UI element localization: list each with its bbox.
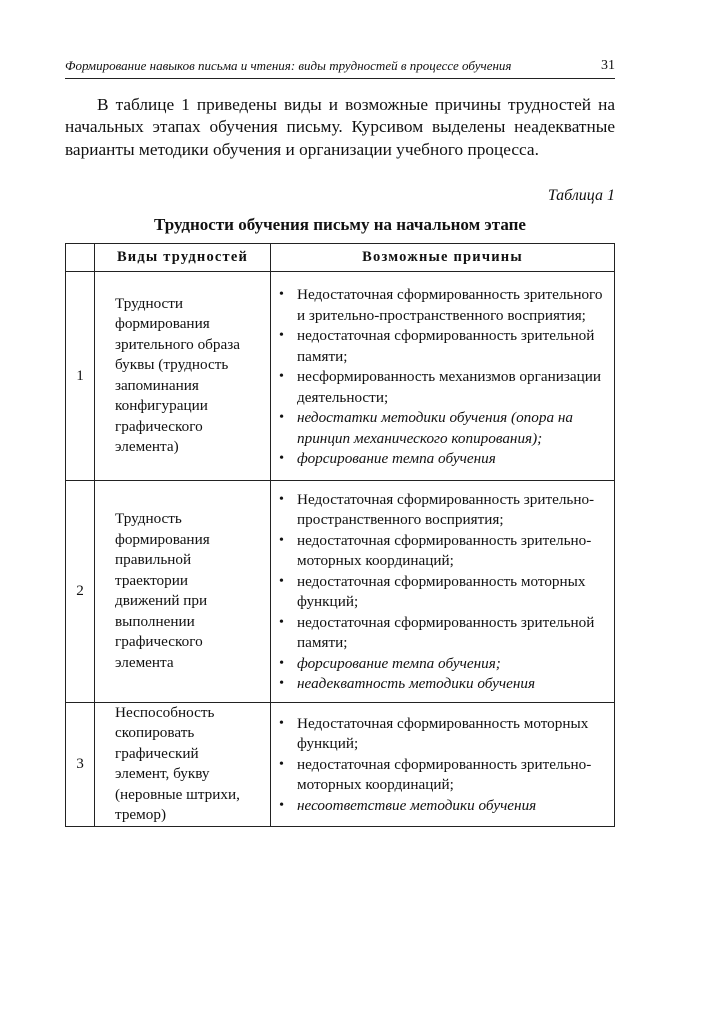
page-number: 31 [601,58,615,73]
cause-item: • Недостаточная сформированность зрительно-пространственного восприятия; [279,490,610,531]
difficulty-type [95,702,271,826]
cause-item: • недостаточная сформированность зрительной памяти; [279,326,610,367]
difficulty-type-text: Неспособность скопировать графический элемент, букву (неровные штрихи, тремор) [115,703,240,823]
cause-item: • недостаточная сформированность зрительно-моторных координаций; [279,531,610,572]
row-number: 1 [66,272,95,481]
row-number: 3 [66,702,95,826]
header-types: Виды трудностей [95,244,271,272]
table-row [66,702,615,826]
table-caption: Таблица 1 [547,187,615,204]
cause-item-italic: • неадекватность методики обучения [279,674,610,695]
row-number: 2 [66,480,95,702]
header-num [66,244,95,272]
header-causes: Возможные причины [271,244,615,272]
cause-item: • несформированность механизмов организации деятельности; [279,367,610,408]
table-header-row [66,244,615,272]
difficulty-type [95,480,271,702]
causes-list [271,490,614,695]
running-header-title: Формирование навыков письма и чтения: виды трудностей в процессе обучения [65,58,512,73]
causes-cell [271,702,615,826]
table-title: Трудности обучения письму на начальном этапе [154,215,526,234]
cause-item: • Недостаточная сформированность моторных функций; [279,714,610,755]
cause-item-italic: • форсирование темпа обучения [279,449,610,470]
cause-item-italic: • несоответствие методики обучения [279,796,610,817]
causes-list [271,714,614,817]
causes-cell [271,480,615,702]
difficulty-type-text: Трудность формирования правильной траектории движений при выполнении графического элемента [115,510,210,671]
cause-item-italic: • форсирование темпа обучения; [279,654,610,675]
difficulties-table [65,243,615,827]
cause-item: • недостаточная сформированность зрительно-моторных координаций; [279,755,610,796]
cause-item-italic: • недостатки методики обучения (опора на принцип механического копирования); [279,408,610,449]
running-header [65,58,615,79]
causes-cell [271,272,615,481]
table-row [66,272,615,481]
table-row [66,480,615,702]
cause-item: • недостаточная сформированность зрительной памяти; [279,613,610,654]
difficulty-type-text: Трудности формирования зрительного образа буквы (трудность запоминания конфигурации графического элемента) [115,294,240,456]
intro-paragraph: В таблице 1 приведены виды и возможные причины трудностей на начальных этапах обучения письму. Курсивом выделены неадекватные варианты методики обучения и организации учебного процесса. [65,95,615,159]
cause-item: • недостаточная сформированность моторных функций; [279,572,610,613]
cause-item: • Недостаточная сформированность зрительного и зрительно-пространственного восприятия; [279,285,610,326]
difficulty-type [95,272,271,481]
causes-list [271,285,614,470]
